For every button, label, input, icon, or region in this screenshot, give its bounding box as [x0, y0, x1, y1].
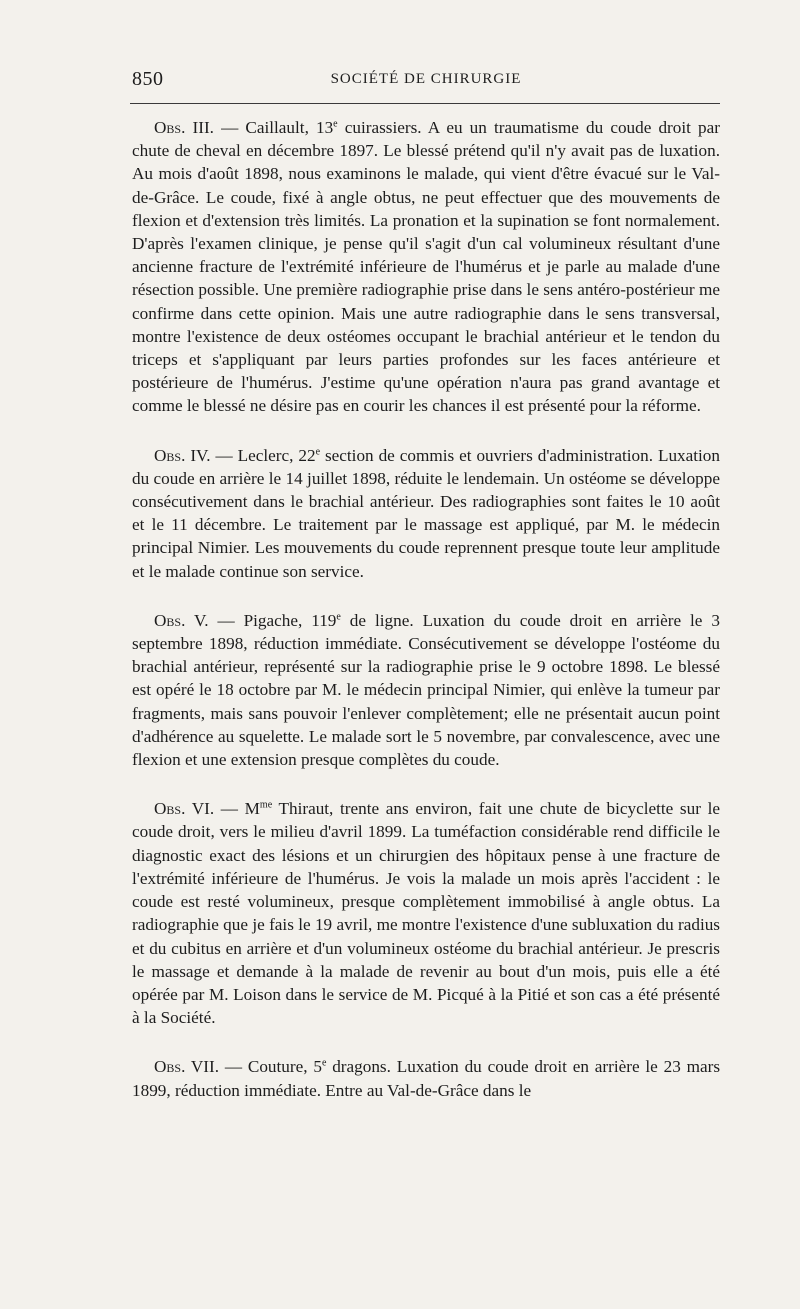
- observation-paragraph-7: [132, 1055, 720, 1101]
- observation-paragraph-5: [132, 609, 720, 771]
- observation-paragraph-3: [132, 116, 720, 418]
- observation-subject: — Leclerc, 22: [210, 445, 316, 465]
- running-head: SOCIÉTÉ DE CHIRURGIE: [330, 71, 522, 87]
- observation-paragraph-4: [132, 444, 720, 583]
- observation-text: cuirassiers. A eu un traumatisme du coude droit par chute de cheval en décembre 1897. Le blessé prétend qu'il n'y avait pas de luxation. Au mois d'août 1898, nous examinons le malade, qui vient d'être évacué sur le Val-de-Grâce. Le coude, fixé à angle obtus, ne peut effectuer que des mouvements de flexion et d'extension très limités. La pronation et la supination se font normalement. D'après l'examen clinique, je pense qu'il s'agit d'un cal volumineux résultant d'une ancienne fracture de l'extrémité inférieure de l'humérus et je parle au malade d'une résection possible. Une première radiographie prise dans le sens antéro-postérieur me confirme dans cette opinion. Mais une autre radiographie dans le sens transversal, montre l'existence de deux ostéomes occupant le brachial antérieur et le tendon du triceps et s'appliquant par leurs parties profondes sur les faces antérieure et postérieure de l'humérus. J'estime qu'une opération n'aura pas grand avantage et comme le blessé ne désire pas en courir les chances il est présenté pour la réforme.: [132, 118, 720, 416]
- body-text: [132, 116, 720, 1128]
- observation-text: dragons. Luxation du coude droit en arrière le 23 mars 1899, réduction immédiate. Entre au Val-de-Grâce dans le: [132, 1057, 721, 1100]
- header-rule: [130, 103, 720, 104]
- observation-label: Obs. V.: [154, 610, 209, 630]
- superscript: e: [321, 1057, 327, 1069]
- superscript: me: [259, 799, 273, 811]
- observation-subject: — Couture, 5: [219, 1057, 322, 1077]
- observation-label: Obs. IV.: [154, 445, 211, 465]
- observation-label: Obs. III.: [154, 118, 214, 137]
- superscript: e: [333, 118, 338, 130]
- page-number: 850: [132, 68, 164, 90]
- observation-subject: — M: [214, 799, 260, 819]
- observation-text: Thiraut, trente ans environ, fait une chute de bicyclette sur le coude droit, vers le milieu d'avril 1899. La tuméfaction considérable rend difficile le diagnostic exact des lésions et un chirurgien des hôpitaux pense à une fracture de l'extrémité inférieure de l'humérus. Je vois la malade un mois après l'accident : le coude est resté volumineux, presque complètement immobilisé à angle obtus. La radiographie que je fais le 19 avril, me montre l'existence d'une subluxation du radius et du cubitus en arrière et d'un volumineux ostéome du brachial antérieur. Je prescris le massage et demande à la malade de revenir au bout d'un mois, puis elle a été opérée par M. Loison dans le service de M. Picqué à la Pitié et son cas a été présenté à la Société.: [132, 799, 720, 1028]
- observation-text: de ligne. Luxation du coude droit en arrière le 3 septembre 1898, réduction immédiate. Consécutivement se développe l'ostéome du brachial antérieur, représenté sur la radiographie prise le 9 octobre 1898. Le blessé est opéré le 18 octobre par M. le médecin principal Nimier, qui enlève la tumeur par fragments, mais sans pouvoir l'enlever complètement; elle ne présentait aucun point d'adhérence au squelette. Le malade sort le 5 novembre, par convalescence, avec une flexion et une extension presque complètes du coude.: [132, 610, 720, 770]
- superscript: e: [315, 445, 321, 457]
- observation-paragraph-6: [132, 797, 720, 1029]
- observation-label: Obs. VI.: [154, 799, 215, 819]
- superscript: e: [336, 611, 341, 623]
- observation-subject: — Pigache, 119: [208, 610, 337, 630]
- observation-subject: — Caillault, 13: [213, 118, 334, 137]
- page-header: [132, 68, 720, 96]
- observation-text: section de commis et ouvriers d'administration. Luxation du coude en arrière le 14 juillet 1898, réduite le lendemain. Un ostéome se développe consécutivement dans le brachial antérieur. Des radiographies sont faites le 10 août et le 11 décembre. Le traitement par le massage est appliqué, par M. le médecin principal Nimier. Les mouvements du coude reprennent presque toute leur amplitude et le malade continue son service.: [132, 445, 720, 581]
- observation-label: Obs. VII.: [154, 1057, 220, 1077]
